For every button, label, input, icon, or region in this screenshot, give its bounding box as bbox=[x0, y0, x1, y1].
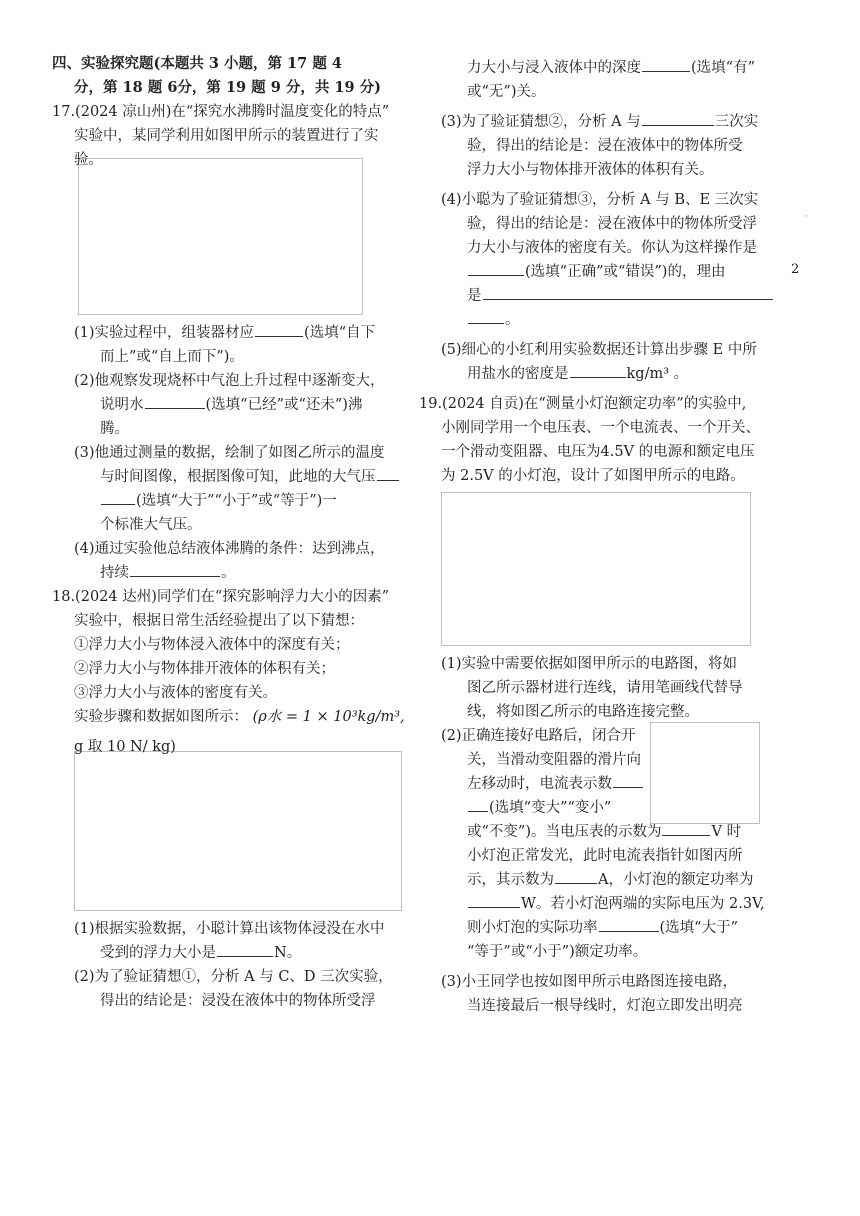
q18-figure-placeholder bbox=[74, 751, 402, 911]
q19-figure-placeholder bbox=[441, 492, 751, 646]
q19-part3-cont: 当连接最后一根导线时，灯泡立即发出明亮 bbox=[467, 998, 743, 1014]
q19-part1-end: 线，将如图乙所示的电路连接完整。 bbox=[467, 704, 699, 720]
q17-part4-cont: 持续 。 bbox=[52, 561, 408, 585]
question-18 bbox=[52, 585, 408, 1013]
q17-part4: (4)通过实验他总结液体沸腾的条件：达到沸点， bbox=[74, 541, 385, 557]
answer-blank[interactable] bbox=[599, 916, 659, 932]
answer-blank[interactable] bbox=[483, 284, 773, 300]
q18-part4-cont4: 是 bbox=[441, 284, 781, 308]
q17-part3-cont2: (选填“大于”“小于”或“等于”)一 bbox=[52, 489, 408, 513]
q17-part3-cont: 与时间图像，根据图像可知，此地的大气压 bbox=[52, 465, 408, 489]
answer-blank[interactable] bbox=[468, 260, 524, 276]
answer-blank[interactable] bbox=[613, 772, 643, 788]
q17-part2-cont: 说明水 (选填“已经”或“还未”)沸 bbox=[52, 393, 408, 417]
answer-blank[interactable] bbox=[642, 110, 714, 126]
q19-part2-block bbox=[441, 724, 781, 964]
answer-blank[interactable] bbox=[377, 465, 399, 481]
q17-part3: (3)他通过测量的数据，绘制了如图乙所示的温度 bbox=[74, 445, 385, 461]
q18-part4-cont2: 力大小与液体的密度有关。你认为这样操作是 bbox=[467, 240, 757, 256]
q19-stem-line4: 为 2.5V 的小灯泡，设计了如图甲所示的电路。 bbox=[441, 468, 745, 484]
q18-part2-cont: 得出的结论是：浸没在液体中的物体所受浮 bbox=[100, 993, 376, 1009]
q19-part2-cont2: 左移动时，电流表示数 bbox=[441, 772, 781, 796]
q18-part1: (1)根据实验数据，小聪计算出该物体浸没在水中 bbox=[74, 921, 385, 937]
q18-part2-end: 或“无”)关。 bbox=[467, 84, 546, 100]
answer-blank[interactable] bbox=[468, 308, 504, 324]
q19-part2-cont6: 示，其示数为 A，小灯泡的额定功率为 bbox=[441, 868, 781, 892]
q19-part3: (3)小王同学也按如图甲所示电路图连接电路， bbox=[441, 974, 738, 990]
q18-part4-cont: 验，得出的结论是：浸在液体中的物体所受浮 bbox=[467, 216, 757, 232]
q17-part2-end: 腾。 bbox=[100, 421, 129, 437]
q19-part1-cont: 图乙所示器材进行连线，请用笔画线代替导 bbox=[467, 680, 743, 696]
left-column bbox=[52, 52, 408, 1013]
answer-blank[interactable] bbox=[555, 868, 597, 884]
question-17 bbox=[52, 100, 408, 585]
q19-part2-cont8: 则小灯泡的实际功率 (选填“大于” bbox=[441, 916, 781, 940]
q19-part2-cont7: W。若小灯泡两端的实际电压为 2.3V, bbox=[441, 892, 781, 916]
q18-part5-cont: 用盐水的密度是 kg/m³ 。 bbox=[441, 362, 781, 386]
q18-part1-cont: 受到的浮力大小是 N。 bbox=[52, 941, 408, 965]
q18-stem-line1: 18.(2024 达州)同学们在“探究影响浮力大小的因素” bbox=[52, 589, 390, 605]
question-19 bbox=[419, 392, 781, 488]
edge-mark: ·· bbox=[803, 212, 809, 221]
q19-part2: (2)正确连接好电路后，闭合开 bbox=[441, 728, 636, 744]
answer-blank[interactable] bbox=[217, 941, 273, 957]
answer-blank[interactable] bbox=[255, 321, 303, 337]
q19-part2-cont: 关，当滑动变阻器的滑片向 bbox=[467, 752, 641, 768]
q17-part1-cont: 而上”或“自上而下”)。 bbox=[100, 349, 244, 365]
q18-stem-line2: 实验中，根据日常生活经验提出了以下猜想： bbox=[74, 613, 364, 629]
q17-part2: (2)他观察发现烧杯中气泡上升过程中逐渐变大， bbox=[74, 373, 385, 389]
q19-stem-line2: 小刚同学用一个电压表、一个电流表、一个开关、 bbox=[441, 420, 760, 436]
answer-blank[interactable] bbox=[468, 892, 520, 908]
q18-guess1: ①浮力大小与物体浸入液体中的深度有关； bbox=[74, 637, 350, 653]
q18-part3-cont: 验，得出的结论是：浸在液体中的物体所受 bbox=[467, 138, 743, 154]
q19-part2-end: “等于”或“小于”)额定功率。 bbox=[467, 944, 648, 960]
q18-steps-line: 实验步骤和数据如图所示： (ρ水 = 1 × 10³kg/m³, bbox=[74, 709, 405, 725]
density-formula: (ρ水 = 1 × 10³kg/m³, bbox=[252, 709, 405, 725]
answer-blank[interactable] bbox=[570, 362, 626, 378]
q18-guess3: ③浮力大小与液体的密度有关。 bbox=[74, 685, 277, 701]
q19-part2-cont4: 或“不变”)。当电压表的示数为 V 时 bbox=[441, 820, 781, 844]
section-heading-line2: 分，第 18 题 6分，第 19 题 9 分，共 19 分) bbox=[74, 79, 382, 96]
q19-part2-cont5: 小灯泡正常发光，此时电流表指针如图丙所 bbox=[467, 848, 743, 864]
answer-blank[interactable] bbox=[145, 393, 205, 409]
q18-g-value: g 取 10 N/ kg) bbox=[74, 739, 176, 755]
q18-part4-cont3: (选填“正确”或“错误”)的，理由 bbox=[441, 260, 781, 284]
q19-stem-line3: 一个滑动变阻器、电压为4.5V 的电源和额定电压 bbox=[441, 444, 755, 460]
answer-blank[interactable] bbox=[468, 796, 488, 812]
q19-part2-cont3: (选填“变大”“变小” bbox=[441, 796, 781, 820]
q17-stem-line2: 实验中，某同学利用如图甲所示的装置进行了实 bbox=[74, 128, 379, 144]
q19-part1: (1)实验中需要依据如图甲所示的电路图，将如 bbox=[441, 656, 738, 672]
answer-blank[interactable] bbox=[130, 561, 220, 577]
right-column bbox=[419, 56, 781, 1018]
q19-stem-line1: 19.(2024 自贡)在“测量小灯泡额定功率”的实验中, bbox=[419, 396, 747, 412]
q17-figure-placeholder bbox=[78, 158, 363, 315]
answer-blank[interactable] bbox=[642, 56, 690, 72]
q18-part4-end: 。 bbox=[441, 308, 781, 332]
q18-part3: (3)为了验证猜想②，分析 A 与 三次实 bbox=[441, 110, 781, 134]
q17-part1: (1)实验过程中，组装器材应 (选填“自下 bbox=[52, 321, 408, 345]
q18-guess2: ②浮力大小与物体排开液体的体积有关； bbox=[74, 661, 335, 677]
section-heading-line1: 四、实验探究题(本题共 3 小题，第 17 题 4 bbox=[52, 55, 342, 72]
q18-part4: (4)小聪为了验证猜想③，分析 A 与 B、E 三次实 bbox=[441, 192, 759, 208]
q18-part3-end: 浮力大小与物体排开液体的体积有关。 bbox=[467, 162, 714, 178]
answer-blank[interactable] bbox=[101, 489, 135, 505]
q17-part3-end: 个标准大气压。 bbox=[100, 517, 202, 533]
q18-part2: (2)为了验证猜想①，分析 A 与 C、D 三次实验， bbox=[74, 969, 393, 985]
q17-stem-line1: 17.(2024 凉山州)在“探究水沸腾时温度变化的特点” bbox=[52, 104, 390, 120]
q17-stem-line3: 验。 bbox=[74, 152, 103, 168]
q18-part2-cont2: 力大小与浸入液体中的深度 (选填“有” bbox=[441, 56, 781, 80]
page-number: 2 bbox=[791, 262, 800, 277]
q18-part5: (5)细心的小红利用实验数据还计算出步骤 E 中所 bbox=[441, 342, 757, 358]
q19-ammeter-figure-placeholder bbox=[650, 722, 760, 824]
